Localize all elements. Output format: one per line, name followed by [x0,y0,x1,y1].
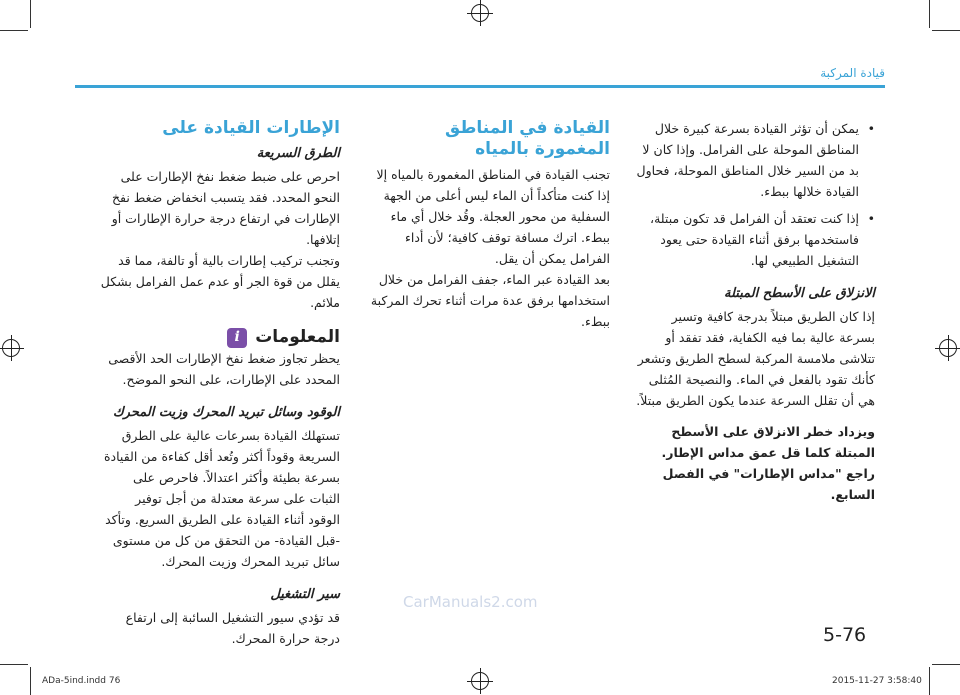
registration-mark-icon [471,4,489,22]
registration-mark-icon [2,339,20,357]
subheading-tires: الطرق السريعة [256,146,340,161]
subheading-drive-belt: سير التشغيل [270,587,340,602]
bullet-item: • إذا كنت تعتقد أن الفرامل قد تكون مبتلة، فاستخدمها برفق أثناء القيادة حتى يعود التشغيل الطبيعي لها. [635,208,875,271]
registration-mark-icon [939,339,957,357]
section-header: قيادة المركبة [820,66,885,80]
section-title-flooded-areas: القيادة في المناطق المغمورة بالمياه [445,118,610,159]
crop-mark [929,667,930,695]
paragraph: تجنب القيادة في المناطق المغمورة بالمياه إلا إذا كنت متأكداً أن الماء ليس أعلى من الجهة السفلية من محور العجلة. وقُد خلال أي ماء ببطء. اترك مسافة توقف كافية؛ لأن أداء الفرامل يمكن أن يقل. [376,167,610,266]
subheading-fuel-coolant-oil: الوقود وسائل تبريد المحرك وزيت المحرك [112,405,340,420]
crop-mark [932,664,960,665]
paragraph: تستهلك القيادة بسرعات عالية على الطرق السريعة وقوداً أكثر وتُعد أقل كفاءة من القيادة بسرعة بطيئة وأكثر اعتدالاً. فاحرص على الثبات على سرعة معتدلة من أجل توفير الوقود أثناء القيادة على الطريق السريع. وتأكد -قبل القيادة- من التحقق من كل من مستوى سائل تبريد المحرك وزيت المحرك. [104,428,340,569]
crop-mark [929,0,930,28]
page-number: 5-76 [823,624,867,646]
header-rule [75,85,885,88]
crop-mark [0,664,28,665]
column-right [635,118,875,505]
bullet-item: • يمكن أن تؤثر القيادة بسرعة كبيرة خلال المناطق الموحلة على الفرامل. وإذا كان لا بد من السير خلال المناطق الموحلة، فحاول القيادة خلالها ببطء. [635,118,875,202]
information-label: المعلومات [255,327,340,347]
paragraph: إذا كان الطريق مبتلاً بدرجة كافية وتسير بسرعة عالية بما فيه الكفاية، فقد تفقد أو تتلاشى ملامسة المركبة لسطح الطريق وتشعر كأنك تقود بالفعل في الماء. والنصيحة المُثلى هي أن تقلل السرعة عندما يكون الطريق مبتلاً. [636,309,875,408]
paragraph: احرص على ضبط ضغط نفخ الإطارات على النحو المحدد. فقد يتسبب انخفاض ضغط نفخ الإطارات في ارتفاع درجة حرارة الإطارات أو إتلافها. [111,169,340,247]
watermark: CarManuals2.com [403,593,538,611]
information-note [100,327,340,348]
crop-mark [932,30,960,31]
footer-timestamp: 2015-11-27 3:58:40 [832,676,922,686]
bold-paragraph: ويزداد خطر الانزلاق على الأسطح المبتلة كلما قل عمق مداس الإطار. راجع "مداس الإطارات" في الفصل السابع. [661,424,875,502]
section-title-highway-driving: الإطارات القيادة على [162,118,340,138]
crop-mark [0,30,28,31]
crop-mark [30,0,31,28]
paragraph: بعد القيادة عبر الماء، جفف الفرامل من خلال استخدامها برفق عدة مرات أثناء تحرك المركبة ببطء. [370,272,610,329]
paragraph: قد تؤدي سيور التشغيل السائبة إلى ارتفاع درجة حرارة المحرك. [125,610,340,646]
paragraph: وتجنب تركيب إطارات بالية أو تالفة، مما قد يقلل من قوة الجر أو عدم عمل الفرامل بشكل ملائم. [100,253,340,310]
subheading-wet-surfaces: الانزلاق على الأسطح المبتلة [724,286,875,301]
info-icon: i [227,328,247,348]
column-middle [370,118,610,332]
note-paragraph: يحظر تجاوز ضغط نفخ الإطارات الحد الأقصى المحدد على الإطارات، على النحو الموضح. [108,351,340,387]
registration-mark-icon [471,672,489,690]
footer-file-info: ADa-5ind.indd 76 [42,676,121,686]
column-left [100,118,340,649]
crop-mark [30,667,31,695]
